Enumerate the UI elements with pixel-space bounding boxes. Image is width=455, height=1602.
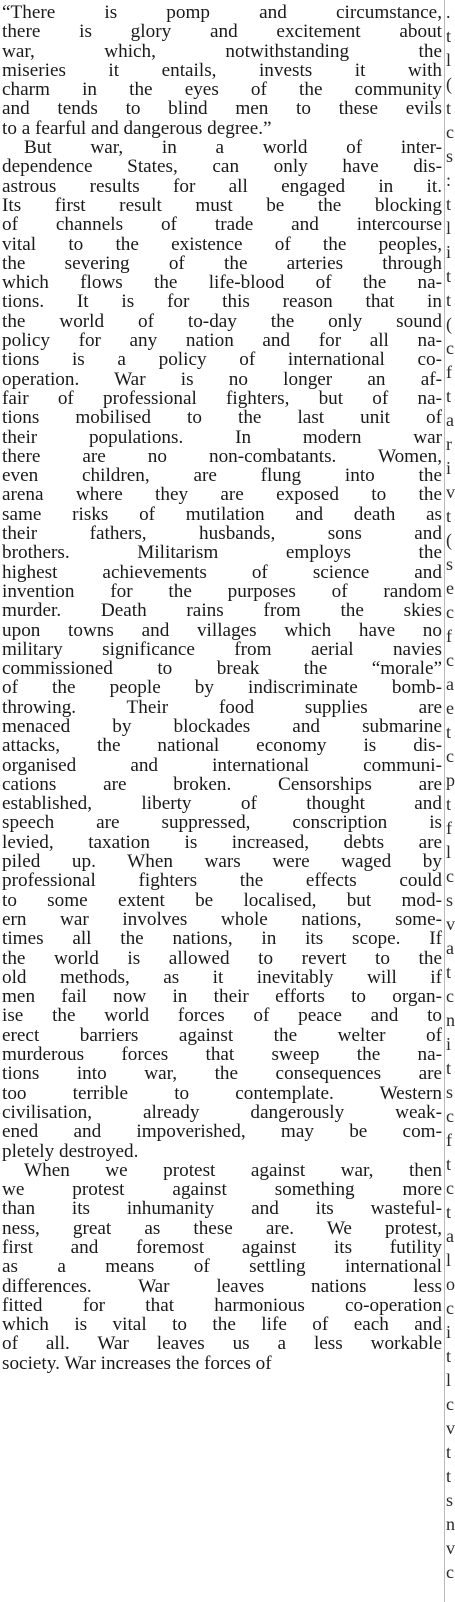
column-rule [444,0,445,1602]
adjacent-fragment: t [446,1202,452,1222]
adjacent-fragment: i [446,1322,452,1342]
text-line: murderous forces that sweep the na- [2,1044,442,1066]
adjacent-fragment: f [446,362,452,382]
text-line: civilisation, already dangerously weak- [2,1101,442,1123]
text-line: Its first result must be the blocking [2,194,442,216]
adjacent-fragment: f [446,1130,452,1150]
adjacent-fragment: c [446,338,454,358]
adjacent-fragment: t [446,722,452,742]
text-line: levied, taxation is increased, debts are [2,831,442,853]
adjacent-fragment: l [446,1250,452,1270]
adjacent-fragment: f [446,818,452,838]
text-line: society. War increases the forces of [2,1352,272,1374]
adjacent-fragment: a [446,1226,454,1246]
text-line: policy for any nation and for all na- [2,330,442,352]
adjacent-fragment: c [446,1394,454,1414]
text-line: military significance from aerial navies [2,638,442,660]
adjacent-fragment: o [446,1274,455,1294]
adjacent-fragment: s [446,1490,454,1510]
adjacent-fragment: : [446,170,452,190]
text-line: arena where they are exposed to the [2,484,442,506]
adjacent-fragment: t [446,194,452,214]
text-line: highest achievements of science and [2,561,442,583]
text-line: of all. War leaves us a less workable [2,1333,442,1355]
adjacent-fragment: n [446,1010,455,1030]
adjacent-fragment: t [446,794,452,814]
adjacent-fragment: e [446,698,454,718]
text-line: ern war involves whole nations, some- [2,908,442,930]
adjacent-fragment: c [446,986,454,1006]
adjacent-fragment: i [446,1034,452,1054]
adjacent-fragment: n [446,1514,455,1534]
adjacent-fragment: t [446,1154,452,1174]
text-line: even children, are flung into the [2,465,442,487]
adjacent-fragment: l [446,1370,452,1390]
adjacent-fragment: t [446,1346,452,1366]
adjacent-fragment: t [446,1442,452,1462]
text-line: there are no non-combatants. Women, [2,445,442,467]
text-line: of the people by indiscriminate bomb- [2,677,442,699]
adjacent-fragment: t [446,386,452,406]
text-line: “There is pomp and circumstance, [2,2,442,23]
text-line: tions mobilised to the last unit of [2,407,442,429]
text-line: But war, in a world of inter- [24,137,442,159]
adjacent-fragment: t [446,26,452,46]
text-line: vital to the existence of the peoples, [2,233,442,255]
adjacent-fragment: c [446,1178,454,1198]
adjacent-fragment: v [446,914,455,934]
adjacent-fragment: t [446,98,452,118]
adjacent-fragment: c [446,1562,454,1582]
text-line: their fathers, husbands, sons and [2,523,442,545]
adjacent-fragment: s [446,146,454,166]
text-line: first and foremost against its futility [2,1237,442,1258]
adjacent-fragment: t [446,962,452,982]
text-line: ness, great as these are. We protest, [2,1217,442,1239]
adjacent-fragment: p [446,770,455,790]
text-line: the world is allowed to revert to the [2,947,442,969]
text-line: invention for the purposes of random [2,580,442,602]
text-line: erect barriers against the welter of [2,1024,442,1046]
article-column [2,3,442,1373]
text-line: fitted for that harmonious co-operation [2,1294,442,1316]
adjacent-column-fragments [446,0,453,1602]
text-line: same risks of mutilation and death as [2,503,442,525]
text-line: which is vital to the life of each and [2,1314,442,1336]
adjacent-fragment: t [446,1466,452,1486]
adjacent-fragment: l [446,842,452,862]
adjacent-fragment: i [446,242,452,262]
adjacent-fragment: ( [446,74,452,94]
adjacent-fragment: t [446,1058,452,1078]
text-line: astrous results for all engaged in it. [2,175,442,197]
adjacent-fragment: r [446,434,452,454]
adjacent-fragment: c [446,866,454,886]
text-line: speech are suppressed, conscription is [2,812,442,834]
adjacent-fragment: s [446,554,454,574]
text-line: pletely destroyed. [2,1140,139,1162]
text-line: miseries it entails, invests it with [2,59,442,81]
text-line: old methods, as it inevitably will if [2,966,442,988]
text-line: established, liberty of thought and [2,793,442,815]
text-line: we protest against something more [2,1179,442,1201]
text-line: tions. It is for this reason that in [2,291,442,313]
text-line: their populations. In modern war [2,426,442,448]
adjacent-fragment: v [446,1418,455,1438]
adjacent-fragment: c [446,122,454,142]
adjacent-fragment: c [446,1106,454,1126]
adjacent-fragment: t [446,290,452,310]
text-line: men fail now in their efforts to organ- [2,986,442,1008]
text-line: cations are broken. Censorships are [2,773,442,795]
adjacent-fragment: c [446,650,454,670]
text-line: When we protest against war, then [24,1159,442,1181]
text-line: charm in the eyes of the community [2,79,442,101]
adjacent-fragment: ( [446,314,452,334]
adjacent-fragment: t [446,266,452,286]
text-line: differences. War leaves nations less [2,1275,442,1297]
adjacent-fragment: s [446,1082,454,1102]
text-line: of channels of trade and intercourse [2,214,442,236]
text-line: to some extent be localised, but mod- [2,889,442,911]
text-line: menaced by blockades and submarine [2,715,442,737]
text-line: too terrible to contemplate. Western [2,1082,442,1104]
adjacent-fragment: v [446,482,455,502]
text-line: fair of professional fighters, but of na- [2,387,442,409]
text-line: murder. Death rains from the skies [2,600,442,622]
text-line: than its inhumanity and its wasteful- [2,1198,442,1220]
adjacent-fragment: ( [446,530,452,550]
text-line: war, which, notwithstanding the [2,40,442,62]
adjacent-fragment: a [446,674,454,694]
adjacent-fragment: t [446,506,452,526]
text-line: organised and international communi- [2,754,442,776]
text-line: attacks, the national economy is dis- [2,735,442,757]
adjacent-fragment: . [446,2,451,22]
text-line: operation. War is no longer an af- [2,368,442,390]
adjacent-fragment: l [446,50,452,70]
text-line: throwing. Their food supplies are [2,696,442,718]
text-line: as a means of settling international [2,1256,442,1278]
text-line: brothers. Militarism employs the [2,542,442,564]
text-line: the severing of the arteries through [2,252,442,274]
text-line: times all the nations, in its scope. If [2,928,442,950]
text-line: professional fighters the effects could [2,870,442,892]
adjacent-fragment: v [446,1538,455,1558]
text-line: to a fearful and dangerous degree.” [2,117,272,139]
adjacent-fragment: i [446,458,452,478]
text-line: ise the world forces of peace and to [2,1005,442,1027]
adjacent-fragment: l [446,218,452,238]
text-line: which flows the life-blood of the na- [2,272,442,294]
text-line: piled up. When wars were waged by [2,851,442,873]
adjacent-fragment: a [446,938,454,958]
text-line: tions is a policy of international co- [2,349,442,371]
text-line: tions into war, the consequences are [2,1063,442,1085]
text-line: commissioned to break the “morale” [2,658,442,680]
text-line: there is glory and excitement about [2,21,442,43]
adjacent-fragment: c [446,746,454,766]
text-line: ened and impoverished, may be com- [2,1121,442,1143]
adjacent-fragment: a [446,410,454,430]
adjacent-fragment: e [446,578,454,598]
adjacent-fragment: s [446,890,454,910]
adjacent-fragment: f [446,626,452,646]
text-line: upon towns and villages which have no [2,619,442,641]
text-line: dependence States, can only have dis- [2,156,442,178]
text-line: and tends to blind men to these evils [2,98,442,120]
adjacent-fragment: c [446,1298,454,1318]
text-line: the world of to-day the only sound [2,310,442,332]
adjacent-fragment: c [446,602,454,622]
